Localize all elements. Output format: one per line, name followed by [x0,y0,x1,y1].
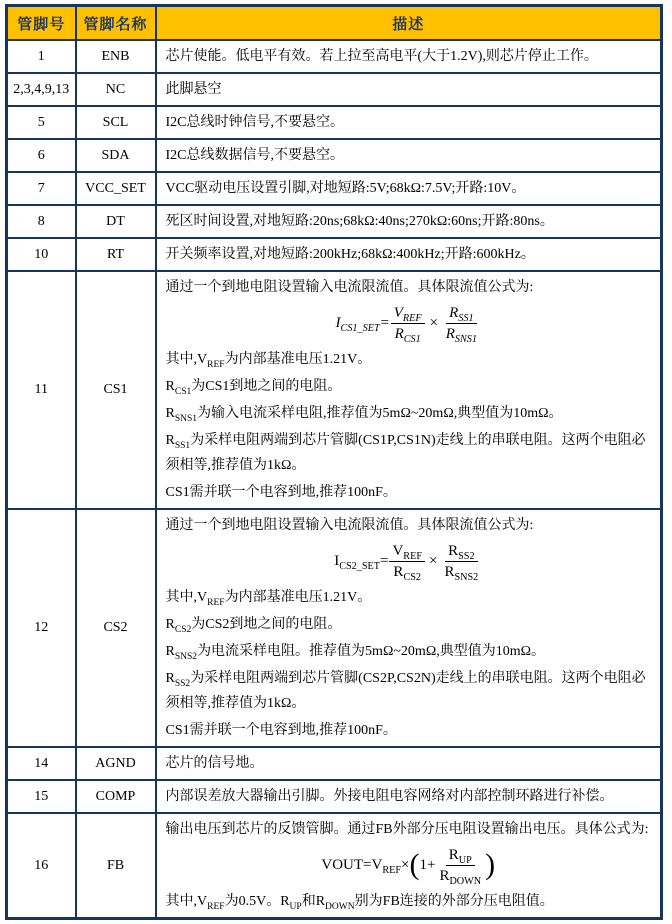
multiply-operator: × [428,314,439,331]
subscript: SNS1 [454,334,477,345]
description-line: 死区时间设置,对地短路:20ns;68kΩ:40ns;270kΩ:60ns;开路:80ns。 [165,214,554,229]
table-row [7,509,662,747]
pin-description-table [5,4,663,920]
fraction-numerator: $R_{UP}$ [446,846,475,866]
description-line: 其中$,V_{REF}$为内部基准电压1.21V。 [165,352,372,370]
subscript: CS1_SET [340,322,380,334]
formula [166,846,652,885]
description-cell [156,238,662,271]
formula-lhs: $I_{CS2\_SET}=$ [334,552,389,572]
description-line: I2C总线时钟信号,不要悬空。 [165,115,344,130]
header-pin-name: 管脚名称 [76,6,156,41]
subscript: CS1 [174,386,192,397]
formula [166,542,652,581]
fraction-denominator: $R_{CS2}$ [393,564,421,583]
pin-name-cell: CS1 [76,271,156,509]
description-line: $R_{CS1}$为CS1到地之间的电阻。 [165,379,342,397]
subscript: SNS2 [174,651,198,662]
pin-name-cell: FB [76,813,156,919]
pin-name-cell: CS2 [76,509,156,747]
description-line: 其中$,V_{REF}$为内部基准电压1.21V。 [165,590,372,608]
description-cell [156,747,662,780]
fraction-denominator: $R_{CS1}$ [394,326,421,345]
pin-number-cell: 12 [7,509,76,747]
description-cell [156,271,662,509]
subscript: CS2_SET [339,560,380,572]
table-row [7,271,662,509]
formula [166,304,652,343]
description-line: VCC驱动电压设置引脚,对地短路:5V;68kΩ:7.5V;开路:10V。 [165,181,526,196]
subscript: SS1 [458,313,474,324]
description-line: $R_{SNS1}$为输入电流采样电阻,推荐值为5mΩ~20mΩ,典型值为10mΩ。 [165,406,563,424]
subscript: SNS2 [454,572,479,583]
formula-lhs: $VOUT=V_{REF}\times$ [321,856,410,876]
fraction-numerator: $R_{SS1}$ [446,304,476,324]
table-row [7,106,662,139]
description-line: 其中$,V_{REF}$为0.5V。$R_{UP}$和$R_{DOWN}$别为FB连接的外部分压电阻值。 [165,894,554,912]
description-line: 输出电压到芯片的反馈管脚。通过FB外部分压电阻设置输出电压。具体公式为: [165,822,649,837]
description-cell [156,813,662,919]
description-cell [156,40,662,73]
subscript: REF [402,313,422,324]
pin-name-cell: RT [76,238,156,271]
table-row [7,813,662,919]
table-row [7,205,662,238]
subscript: CS1 [403,334,421,345]
table-body [7,40,662,919]
fraction [389,542,425,581]
subscript: REF [207,901,225,912]
fraction [443,304,480,343]
table-row [7,238,662,271]
description-line: CS1需并联一个电容到地,推荐100nF。 [165,485,397,500]
multiply-operator: × [428,552,438,569]
pin-number-cell: 1 [7,40,76,73]
description-cell [156,509,662,747]
subscript: SS2 [458,551,475,562]
pin-number-cell: 2,3,4,9,13 [7,73,76,106]
description-cell [156,106,662,139]
pin-number-cell: 14 [7,747,76,780]
description-line: $R_{SNS2}$为电流采样电阻。推荐值为5mΩ~20mΩ,典型值为10mΩ。 [165,644,546,662]
subscript: REF [207,359,225,370]
pin-number-cell: 11 [7,271,76,509]
description-cell [156,172,662,205]
subscript: DOWN [325,901,355,912]
table-row [7,139,662,172]
description-line: $R_{SS2}$为采样电阻两端到芯片管脚(CS2P,CS2N)走线上的串联电阻。这两个电阻必须相等,推荐值为1kΩ。 [165,671,646,711]
pin-name-cell: NC [76,73,156,106]
subscript: DOWN [449,876,482,887]
description-line: 芯片使能。低电平有效。若上拉至高电平(大于1.2V),则芯片停止工作。 [165,49,598,64]
subscript: REF [403,551,422,562]
table-row [7,73,662,106]
description-line: 通过一个到地电阻设置输入电流限流值。具体限流值公式为: [165,280,534,295]
description-line: 开关频率设置,对地短路:200kHz;68kΩ:400kHz;开路:600kHz。 [165,247,535,262]
pin-number-cell: 6 [7,139,76,172]
table-row [7,780,662,813]
subscript: UP [289,901,302,912]
fraction [436,846,484,885]
description-line: I2C总线数据信号,不要悬空。 [165,148,344,163]
subscript: REF [382,864,401,876]
header-description: 描述 [156,6,662,41]
pin-name-cell: VCC_SET [76,172,156,205]
left-parenthesis: ( [409,847,420,881]
fraction [441,542,481,581]
fraction-numerator: $R_{SS2}$ [445,542,477,562]
pin-name-cell: ENB [76,40,156,73]
subscript: CS2 [174,624,192,635]
fraction-denominator: $R_{SNS1}$ [445,326,477,345]
pin-number-cell: 15 [7,780,76,813]
description-cell [156,205,662,238]
description-cell [156,780,662,813]
subscript: SNS1 [174,413,198,424]
fraction [391,304,425,343]
pin-name-cell: AGND [76,747,156,780]
table-row [7,40,662,73]
pin-number-cell: 16 [7,813,76,919]
fraction-numerator: $V_{REF}$ [389,542,425,562]
subscript: SS1 [174,440,191,451]
formula-lhs: $I_{CS1\_SET}=$ [335,314,390,334]
pin-name-cell: DT [76,205,156,238]
formula-term: 1+ [419,856,436,873]
fraction-denominator: $R_{SNS2}$ [444,564,479,583]
pin-name-cell: SCL [76,106,156,139]
description-line: 内部误差放大器输出引脚。外接电阻电容网络对内部控制环路进行补偿。 [165,789,614,804]
pin-name-cell: COMP [76,780,156,813]
description-line: 此脚悬空 [165,82,222,97]
subscript: SS2 [174,678,191,689]
subscript: CS2 [403,572,421,583]
description-line: 通过一个到地电阻设置输入电流限流值。具体限流值公式为: [165,518,534,533]
table-row [7,747,662,780]
table-row [7,172,662,205]
description-line: $R_{SS1}$为采样电阻两端到芯片管脚(CS1P,CS1N)走线上的串联电阻。这两个电阻必须相等,推荐值为1kΩ。 [165,433,646,473]
description-line: $R_{CS2}$为CS2到地之间的电阻。 [165,617,342,635]
description-line: 芯片的信号地。 [165,756,264,771]
pin-number-cell: 5 [7,106,76,139]
pin-number-cell: 7 [7,172,76,205]
header-pin-number: 管脚号 [7,6,76,41]
description-cell [156,139,662,172]
pin-number-cell: 8 [7,205,76,238]
fraction-denominator: $R_{DOWN}$ [439,868,482,887]
table-header-row [7,6,662,41]
right-parenthesis: ) [485,847,496,881]
description-line: CS1需并联一个电容到地,推荐100nF。 [165,723,397,738]
pin-name-cell: SDA [76,139,156,172]
subscript: UP [458,855,472,866]
subscript: REF [207,597,225,608]
fraction-numerator: $V_{REF}$ [391,304,425,324]
pin-number-cell: 10 [7,238,76,271]
description-cell [156,73,662,106]
